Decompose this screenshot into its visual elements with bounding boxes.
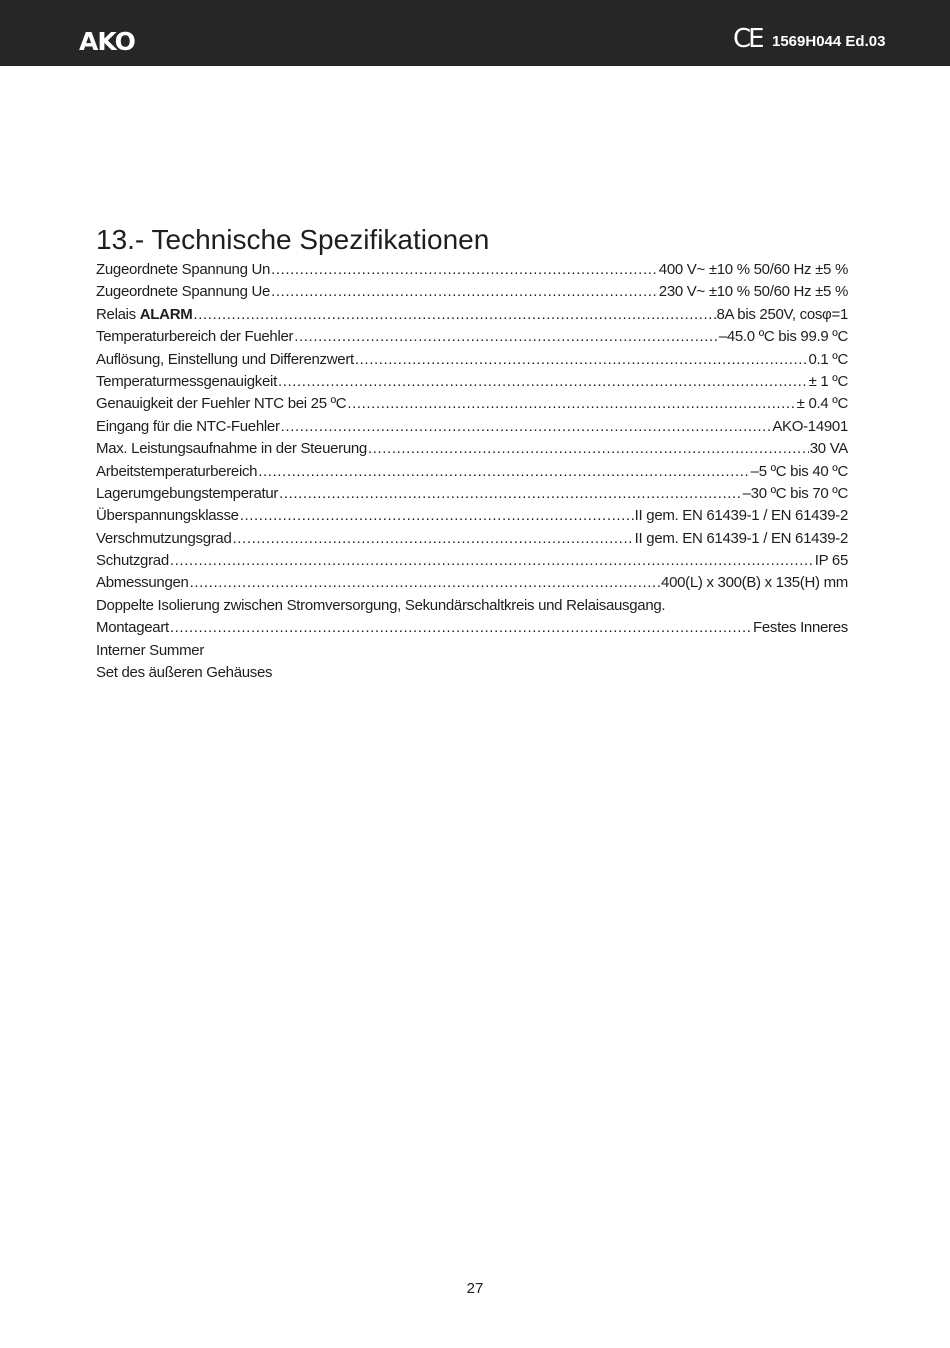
spec-row-pollution-degree — [96, 528, 848, 550]
extra-item-buzzer: Interner Summer — [96, 641, 205, 659]
spec-label-bold: ALARM — [139, 305, 193, 323]
spec-row-working-temperature — [96, 461, 848, 483]
dot-leader — [170, 617, 752, 639]
spec-row-probe-temperature-range — [96, 326, 848, 348]
document-code: 1569H044 Ed.03 — [772, 33, 886, 50]
dot-leader — [281, 416, 772, 438]
section-title: 13.- Technische Spezifikationen — [96, 224, 490, 255]
spec-value: 400 V~ ±10 % 50/60 Hz ±5 % — [658, 261, 848, 278]
spec-label — [96, 304, 192, 326]
spec-label: Abmessungen — [96, 574, 189, 592]
spec-row-resolution — [96, 349, 848, 371]
spec-label: Eingang für die NTC-Fuehler — [96, 417, 280, 435]
spec-row-storage-temperature — [96, 483, 848, 505]
spec-row-overvoltage-category — [96, 505, 848, 527]
ako-logo: AKO — [79, 27, 135, 56]
page-header — [0, 0, 950, 66]
dot-leader — [240, 505, 634, 527]
spec-label: Temperaturbereich der Fuehler — [96, 328, 294, 346]
spec-label: Zugeordnete Spannung Ue — [96, 283, 271, 301]
spec-value: Festes Inneres — [752, 619, 848, 637]
spec-row-rated-voltage-ue — [96, 281, 848, 303]
spec-value: 0.1 ºC — [808, 350, 848, 368]
spec-label: Zugeordnete Spannung Un — [96, 261, 271, 278]
spec-row-ntc-probe-accuracy — [96, 393, 848, 415]
dot-leader — [278, 371, 808, 393]
dot-leader — [193, 304, 715, 326]
spec-label: Genauigkeit der Fuehler NTC bei 25 ºC — [96, 395, 347, 413]
dot-leader — [368, 438, 809, 460]
extra-item-housing-set: Set des äußeren Gehäuses — [96, 664, 273, 682]
spec-label: Temperaturmessgenauigkeit — [96, 372, 277, 390]
dot-leader — [170, 550, 814, 572]
dot-leader — [271, 259, 658, 281]
dot-leader — [233, 528, 634, 550]
spec-label: Max. Leistungsaufnahme in der Steuerung — [96, 440, 367, 458]
ce-mark-icon: CE — [733, 24, 762, 54]
spec-label: Lagerumgebungstemperatur — [96, 484, 279, 502]
spec-value: II gem. EN 61439-1 / EN 61439-2 — [634, 529, 848, 547]
spec-label: Schutzgrad — [96, 552, 169, 570]
spec-value: IP 65 — [814, 552, 848, 570]
spec-label: Verschmutzungsgrad — [96, 529, 232, 547]
spec-value: –45.0 ºC bis 99.9 ºC — [718, 328, 848, 346]
dot-leader — [271, 281, 658, 303]
spec-row-rated-voltage-un — [96, 259, 848, 281]
insulation-note: Doppelte Isolierung zwischen Stromversorgung, Sekundärschaltkreis und Relaisausgang. — [96, 596, 666, 614]
spec-value: ± 1 ºC — [808, 372, 848, 390]
spec-row-protection-degree — [96, 550, 848, 572]
spec-value: 8A bis 250V, cosφ=1 — [716, 305, 848, 323]
spec-value: II gem. EN 61439-1 / EN 61439-2 — [634, 507, 848, 525]
spec-row-mounting — [96, 617, 848, 639]
spec-label: Arbeitstemperaturbereich — [96, 462, 258, 480]
dot-leader — [347, 393, 795, 415]
spec-list — [96, 259, 848, 684]
spec-label: Überspannungsklasse — [96, 507, 239, 525]
spec-label-prefix: Relais — [96, 305, 136, 323]
spec-value: 400(L) x 300(B) x 135(H) mm — [661, 574, 848, 592]
spec-value: –5 ºC bis 40 ºC — [750, 462, 848, 480]
spec-value: 230 V~ ±10 % 50/60 Hz ±5 % — [658, 283, 848, 301]
spec-value: –30 ºC bis 70 ºC — [742, 484, 848, 502]
spec-row-max-power-consumption — [96, 438, 848, 460]
spec-row-dimensions — [96, 572, 848, 594]
spec-label: Auflösung, Einstellung und Differenzwert — [96, 350, 354, 368]
spec-value: ± 0.4 ºC — [796, 395, 848, 413]
spec-row-measurement-accuracy — [96, 371, 848, 393]
dot-leader — [258, 461, 749, 483]
dot-leader — [355, 349, 808, 371]
page-number: 27 — [466, 1280, 484, 1297]
spec-value: AKO-14901 — [772, 417, 848, 435]
spec-value: 30 VA — [809, 440, 848, 458]
dot-leader — [279, 483, 742, 505]
dot-leader — [190, 572, 660, 594]
spec-row-ntc-input — [96, 416, 848, 438]
dot-leader — [294, 326, 718, 348]
spec-row-alarm-relay — [96, 304, 848, 326]
spec-label: Montageart — [96, 619, 169, 637]
